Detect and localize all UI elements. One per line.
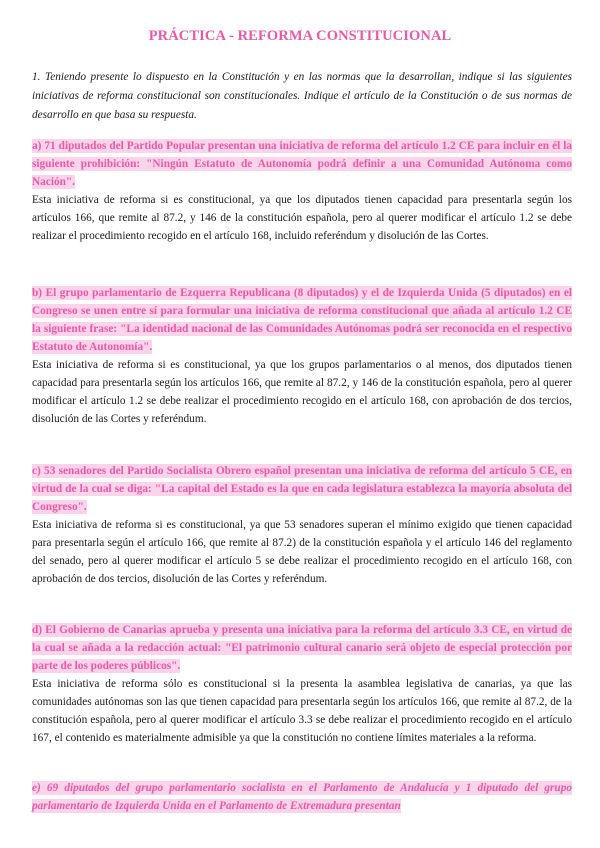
question-c (32, 462, 572, 516)
question-d (32, 621, 572, 675)
section-e (32, 779, 572, 815)
section-a (32, 137, 572, 245)
question-a-text: a) 71 diputados del Partido Popular presentan una iniciativa de reforma del artículo 1.2 CE para incluir en él la siguiente prohibición: "Ningún Estatuto de Autonomía podrá definir a una Comunidad Autónoma como Nación". (32, 140, 572, 188)
section-b (32, 284, 572, 428)
question-b-text: b) El grupo parlamentario de Ezquerra Republicana (8 diputados) y el de Izquierda Unida (5 diputados) en el Congreso se unen entre sí para formular una iniciativa de reforma constitucional que añada al artículo 1.2 CE la siguiente frase: "La identidad nacional de las Comunidades Autónomas podrá ser reconocida en el respectivo Estatuto de Autonomía". (32, 287, 572, 353)
exercise-instructions: 1. Teniendo presente lo dispuesto en la Constitución y en las normas que la desarrollan, indique si las siguientes iniciativas de reforma constitucional son constitucionales. Indique el artículo de la Constitución o de sus normas de desarrollo en que basa su respuesta. (32, 71, 572, 121)
page-title: PRÁCTICA - REFORMA CONSTITUCIONAL (148, 28, 452, 44)
question-a (32, 137, 572, 191)
question-d-text: d) El Gobierno de Canarias aprueba y presenta una iniciativa para la reforma del artículo 3.3 CE, en virtud de la cual se añada a la redacción actual: "El patrimonio cultural canario será objeto de especial protección por parte de los poderes públicos". (32, 624, 572, 672)
question-e-text: e) 69 diputados del grupo parlamentario socialista en el Parlamento de Andalucía y 1 diputado del grupo parlamentario de Izquierda Unida en el Parlamento de Extremadura presentan (32, 782, 572, 812)
answer-c: Esta iniciativa de reforma si es constitucional, ya que 53 senadores superan el mínimo exigido que tienen capacidad para presentarla según el artículo 166, que remite al 87.2) de la constitución española y el artículo 146 del reglamento del senado, pero al querer modificar el artículo 5 se debe realizar el procedimiento recogido en el artículo 168, con aprobación de dos tercios, disolución de las Cortes y referéndum. (32, 519, 572, 585)
answer-b: Esta iniciativa de reforma si es constitucional, ya que los grupos parlamentarios o al menos, dos diputados tienen capacidad para presentarla según los artículos 166, que remite al 87.2, y 146 de la constitución española, pero al querer modificar el artículo 1.2 se debe realizar el procedimiento recogido en el artículo 168, con aprobación de dos tercios, disolución de las Cortes y referéndum. (32, 359, 572, 425)
question-c-text: c) 53 senadores del Partido Socialista Obrero español presentan una iniciativa de reforma del artículo 5 CE, en virtud de la cual se diga: "La capital del Estado es la que en cada legislatura establezca la mayoría absoluta del Congreso". (32, 465, 572, 513)
question-e (32, 779, 572, 815)
question-b (32, 284, 572, 356)
answer-a: Esta iniciativa de reforma si es constitucional, ya que los diputados tienen capacidad para presentarla según los artículos 166, que remite al 87.2, y 146 de la constitución española, pero al querer modificar el artículo 1.2 se debe realizar el procedimiento recogido en el artículo 168, incluido referéndum y disolución de las Cortes. (32, 194, 572, 242)
answer-d: Esta iniciativa de reforma sólo es constitucional si la presenta la asamblea legislativa de canarias, ya que las comunidades autónomas son las que tienen capacidad para presentarla según los artículos 166, que remite al 87.2, de la constitución española, pero al querer modificar el artículo 3.3 se debe realizar el procedimiento recogido en el artículo 167, el contenido es materialmente admisible ya que la constitución no contiene límites materiales a la reforma. (32, 678, 572, 744)
section-c (32, 462, 572, 588)
section-d (32, 621, 572, 747)
